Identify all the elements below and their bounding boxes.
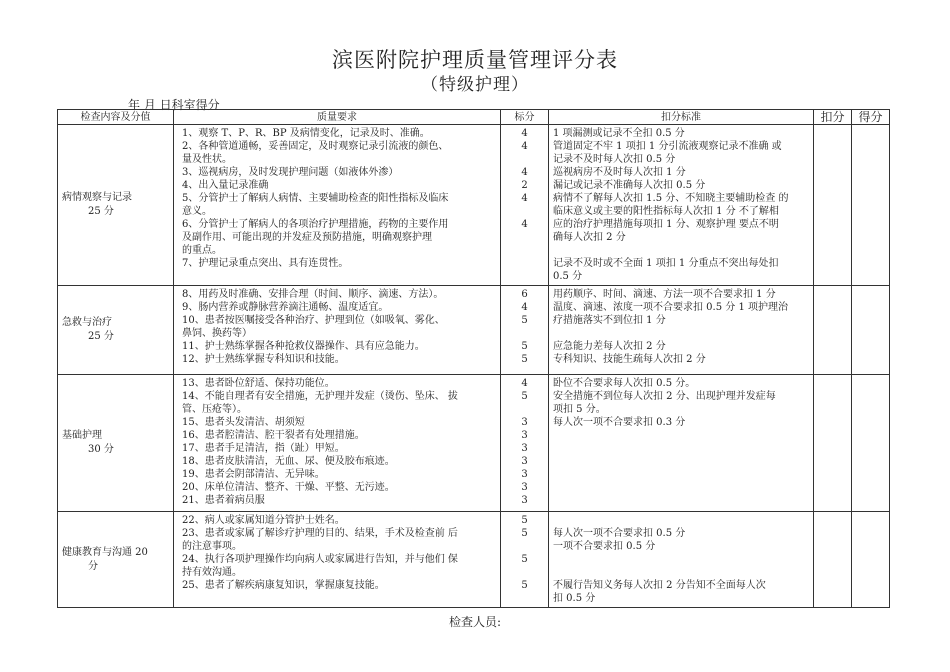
requirement-line: 15、患者头发清洁、胡须短 bbox=[182, 417, 305, 428]
score-value bbox=[501, 566, 548, 579]
table-row bbox=[58, 286, 890, 375]
requirement-line: 1、观察 T、P、R、BP 及病情变化，记录及时、准确。 bbox=[182, 128, 430, 139]
category-label: 30 分 bbox=[88, 444, 114, 455]
category-cell bbox=[58, 286, 174, 375]
requirement-line: 管、压疮等）。 bbox=[182, 404, 247, 415]
score-value bbox=[501, 231, 548, 244]
requirement-line: 20、床单位清洁、整齐、干燥、平整、无污迹。 bbox=[182, 482, 395, 493]
table-row bbox=[58, 375, 890, 512]
evaluation-table bbox=[57, 109, 890, 608]
criteria-line: 每人次一项不合要求扣 0.3 分 bbox=[553, 417, 686, 428]
score-cell bbox=[501, 125, 549, 286]
requirement-line: 的重点。 bbox=[182, 245, 222, 256]
criteria-line: 确每人次扣 2 分 bbox=[553, 232, 626, 243]
criteria-cell bbox=[549, 512, 814, 608]
criteria-line: 1 项漏测或记录不全扣 0.5 分 bbox=[553, 128, 685, 139]
requirement-line: 6、分管护士了解病人的各项治疗护理措施，药物的主要作用 bbox=[182, 219, 449, 230]
result-cell[interactable] bbox=[852, 286, 890, 375]
criteria-line: 病情不了解每人次扣 1.5 分、不知晓主要辅助检查 的 bbox=[553, 193, 789, 204]
score-value: 4 bbox=[521, 193, 528, 204]
requirement-line: 及副作用、可能出现的并发症及预防措施，明确观察护理 bbox=[182, 232, 432, 243]
criteria-line: 扣 0.5 分 bbox=[553, 593, 596, 604]
requirement-line: 23、患者或家属了解诊疗护理的目的、结果，手术及检查前 后 bbox=[182, 528, 458, 539]
category-label: 健康教育与沟通 20 bbox=[62, 546, 148, 558]
score-value bbox=[501, 257, 548, 270]
score-value: 4 bbox=[521, 302, 528, 313]
criteria-line bbox=[553, 327, 809, 340]
inspector-line: 检查人员: bbox=[448, 615, 502, 629]
requirements-cell bbox=[174, 375, 501, 512]
category-cell bbox=[58, 512, 174, 608]
header-category: 检查内容及分值 bbox=[58, 110, 174, 125]
criteria-line: 记录不及时或不全面 1 项扣 1 分重点不突出每处扣 bbox=[553, 258, 779, 269]
deduct-cell[interactable] bbox=[814, 286, 852, 375]
category-label: 25 分 bbox=[88, 206, 114, 217]
score-value bbox=[501, 327, 548, 340]
criteria-line bbox=[553, 244, 809, 257]
requirement-line: 21、患者着病员服 bbox=[182, 495, 265, 506]
requirement-line: 18、患者皮肤清洁，无血、尿、便及胶布痕迹。 bbox=[182, 456, 395, 467]
requirement-line: 2、各种管道通畅，妥善固定，及时观察记录引流液的颜色、 bbox=[182, 141, 449, 152]
requirement-line: 的注意事项。 bbox=[182, 541, 242, 552]
criteria-line: 记录不及时每人次扣 0.5 分 bbox=[553, 154, 676, 165]
criteria-line bbox=[553, 566, 809, 579]
category-cell bbox=[58, 125, 174, 286]
criteria-line: 漏记或记录不准确每人次扣 0.5 分 bbox=[553, 180, 706, 191]
category-label: 25 分 bbox=[88, 331, 114, 342]
requirements-cell bbox=[174, 125, 501, 286]
criteria-line: 项扣 5 分。 bbox=[553, 404, 606, 415]
criteria-cell bbox=[549, 286, 814, 375]
score-value: 4 bbox=[521, 219, 528, 230]
category-label: 病情观察与记录 bbox=[62, 192, 132, 203]
requirement-line: 25、患者了解疾病康复知识，掌握康复技能。 bbox=[182, 580, 385, 591]
criteria-line: 卧位不合要求每人次扣 0.5 分。 bbox=[553, 378, 696, 389]
score-value: 2 bbox=[521, 180, 528, 191]
score-value: 5 bbox=[521, 354, 528, 365]
requirement-line: 4、出入量记录准确 bbox=[182, 180, 269, 191]
score-value bbox=[501, 540, 548, 553]
requirement-line: 22、病人或家属知道分管护士姓名。 bbox=[182, 515, 345, 526]
deduct-cell[interactable] bbox=[814, 125, 852, 286]
result-cell[interactable] bbox=[852, 125, 890, 286]
score-value: 5 bbox=[521, 554, 528, 565]
requirement-line: 8、用药及时准确、安排合理（时间、顺序、滴速、方法）。 bbox=[182, 289, 444, 300]
criteria-line: 巡视病房不及时每人次扣 1 分 bbox=[553, 167, 686, 178]
score-value: 5 bbox=[521, 315, 528, 326]
requirements-cell bbox=[174, 512, 501, 608]
requirement-line: 12、护士熟练掌握专科知识和技能。 bbox=[182, 354, 345, 365]
score-value: 4 bbox=[521, 128, 528, 139]
document-subtitle: （特级护理） bbox=[421, 75, 529, 95]
score-cell bbox=[501, 375, 549, 512]
score-value: 3 bbox=[521, 443, 528, 454]
requirement-line: 持有效沟通。 bbox=[182, 567, 242, 578]
score-cell bbox=[501, 512, 549, 608]
requirement-line: 11、护士熟练掌握各种抢救仪器操作、具有应急能力。 bbox=[182, 341, 425, 352]
criteria-line: 疗措施落实不到位扣 1 分 bbox=[553, 315, 666, 326]
score-value: 5 bbox=[521, 528, 528, 539]
header-requirements: 质量要求 bbox=[174, 110, 501, 125]
requirement-line: 16、患者腔清洁、腔干裂者有处理措施。 bbox=[182, 430, 365, 441]
score-value: 3 bbox=[521, 482, 528, 493]
criteria-line: 管道固定不牢 1 项扣 1 分引流液观察记录不准确 或 bbox=[553, 141, 782, 152]
score-value: 4 bbox=[521, 141, 528, 152]
header-result: 得分 bbox=[852, 110, 890, 125]
criteria-line: 用药顺序、时间、滴速、方法一项不合要求扣 1 分 bbox=[553, 289, 776, 300]
category-label: 分 bbox=[88, 560, 98, 572]
score-value: 4 bbox=[521, 167, 528, 178]
category-label: 急救与治疗 bbox=[62, 317, 112, 328]
requirement-line: 7、护理记录重点突出、具有连贯性。 bbox=[182, 258, 349, 269]
document-title: 滨医附院护理质量管理评分表 bbox=[332, 48, 618, 72]
requirement-line: 9、肠内营养或静脉营养滴注通畅、温度适宜。 bbox=[182, 302, 389, 313]
requirement-line: 5、分管护士了解病人病情、主要辅助检查的阳性指标及临床 bbox=[182, 193, 449, 204]
score-value: 5 bbox=[521, 580, 528, 591]
score-cell bbox=[501, 286, 549, 375]
category-label: 基础护理 bbox=[62, 430, 102, 441]
criteria-line: 每人次一项不合要求扣 0.5 分 bbox=[553, 528, 686, 539]
result-cell[interactable] bbox=[852, 375, 890, 512]
score-value: 3 bbox=[521, 469, 528, 480]
requirement-line: 19、患者会阴部清洁、无异味。 bbox=[182, 469, 325, 480]
score-value: 3 bbox=[521, 495, 528, 506]
criteria-cell bbox=[549, 125, 814, 286]
table-header-row bbox=[58, 110, 890, 125]
requirement-line: 量及性状。 bbox=[182, 154, 232, 165]
score-value bbox=[501, 244, 548, 257]
criteria-line: 温度、滴速、浓度一项不合要求扣 0.5 分 1 项护理治 bbox=[553, 302, 788, 313]
score-value: 3 bbox=[521, 456, 528, 467]
requirement-line: 10、患者按医嘱接受各种治疗、护理到位（如吸氧、雾化、 bbox=[182, 315, 445, 326]
criteria-line: 专科知识、技能生疏每人次扣 2 分 bbox=[553, 354, 706, 365]
criteria-line bbox=[553, 553, 809, 566]
score-value: 6 bbox=[521, 289, 528, 300]
requirements-cell bbox=[174, 286, 501, 375]
category-cell bbox=[58, 375, 174, 512]
table-row bbox=[58, 512, 890, 608]
requirement-line: 13、患者卧位舒适、保持功能位。 bbox=[182, 378, 335, 389]
requirement-line: 14、不能自理者有安全措施，无护理并发症（烫伤、坠床、 拔 bbox=[182, 391, 458, 402]
score-value bbox=[501, 205, 548, 218]
score-value: 3 bbox=[521, 430, 528, 441]
requirement-line: 鼻饲、换药等） bbox=[182, 328, 252, 339]
score-value bbox=[501, 403, 548, 416]
requirement-line: 17、患者手足清洁，指（趾）甲短。 bbox=[182, 443, 345, 454]
deduct-cell[interactable] bbox=[814, 375, 852, 512]
score-value: 5 bbox=[521, 341, 528, 352]
header-score: 标分 bbox=[501, 110, 549, 125]
header-criteria: 扣分标准 bbox=[549, 110, 814, 125]
criteria-line: 不履行告知义务每人次扣 2 分告知不全面每人次 bbox=[553, 580, 766, 591]
criteria-line: 安全措施不到位每人次扣 2 分、出现护理并发症每 bbox=[553, 391, 776, 402]
criteria-line: 0.5 分 bbox=[553, 271, 583, 282]
criteria-line: 应的治疗护理措施每项扣 1 分、观察护理 要点不明 bbox=[553, 219, 779, 230]
requirement-line: 3、巡视病房，及时发现护理问题（如液体外渗） bbox=[182, 167, 399, 178]
score-value: 5 bbox=[521, 515, 528, 526]
header-deduct: 扣分 bbox=[814, 110, 852, 125]
criteria-line: 应急能力差每人次扣 2 分 bbox=[553, 341, 666, 352]
score-value: 5 bbox=[521, 391, 528, 402]
deduct-cell[interactable] bbox=[814, 512, 852, 608]
criteria-line: 一项不合要求扣 0.5 分 bbox=[553, 541, 656, 552]
score-value: 4 bbox=[521, 378, 528, 389]
criteria-cell bbox=[549, 375, 814, 512]
requirement-line: 24、执行各项护理操作均向病人或家属进行告知，并与他们 保 bbox=[182, 554, 458, 565]
date-department-score-line: 年 月 日科室得分 bbox=[128, 98, 220, 112]
score-value: 3 bbox=[521, 417, 528, 428]
score-value bbox=[501, 153, 548, 166]
requirement-line: 意义。 bbox=[182, 206, 212, 217]
result-cell[interactable] bbox=[852, 512, 890, 608]
table-row bbox=[58, 125, 890, 286]
criteria-line: 临床意义或主要的阳性指标每人次扣 1 分 不了解相 bbox=[553, 206, 779, 217]
criteria-line bbox=[553, 514, 809, 527]
